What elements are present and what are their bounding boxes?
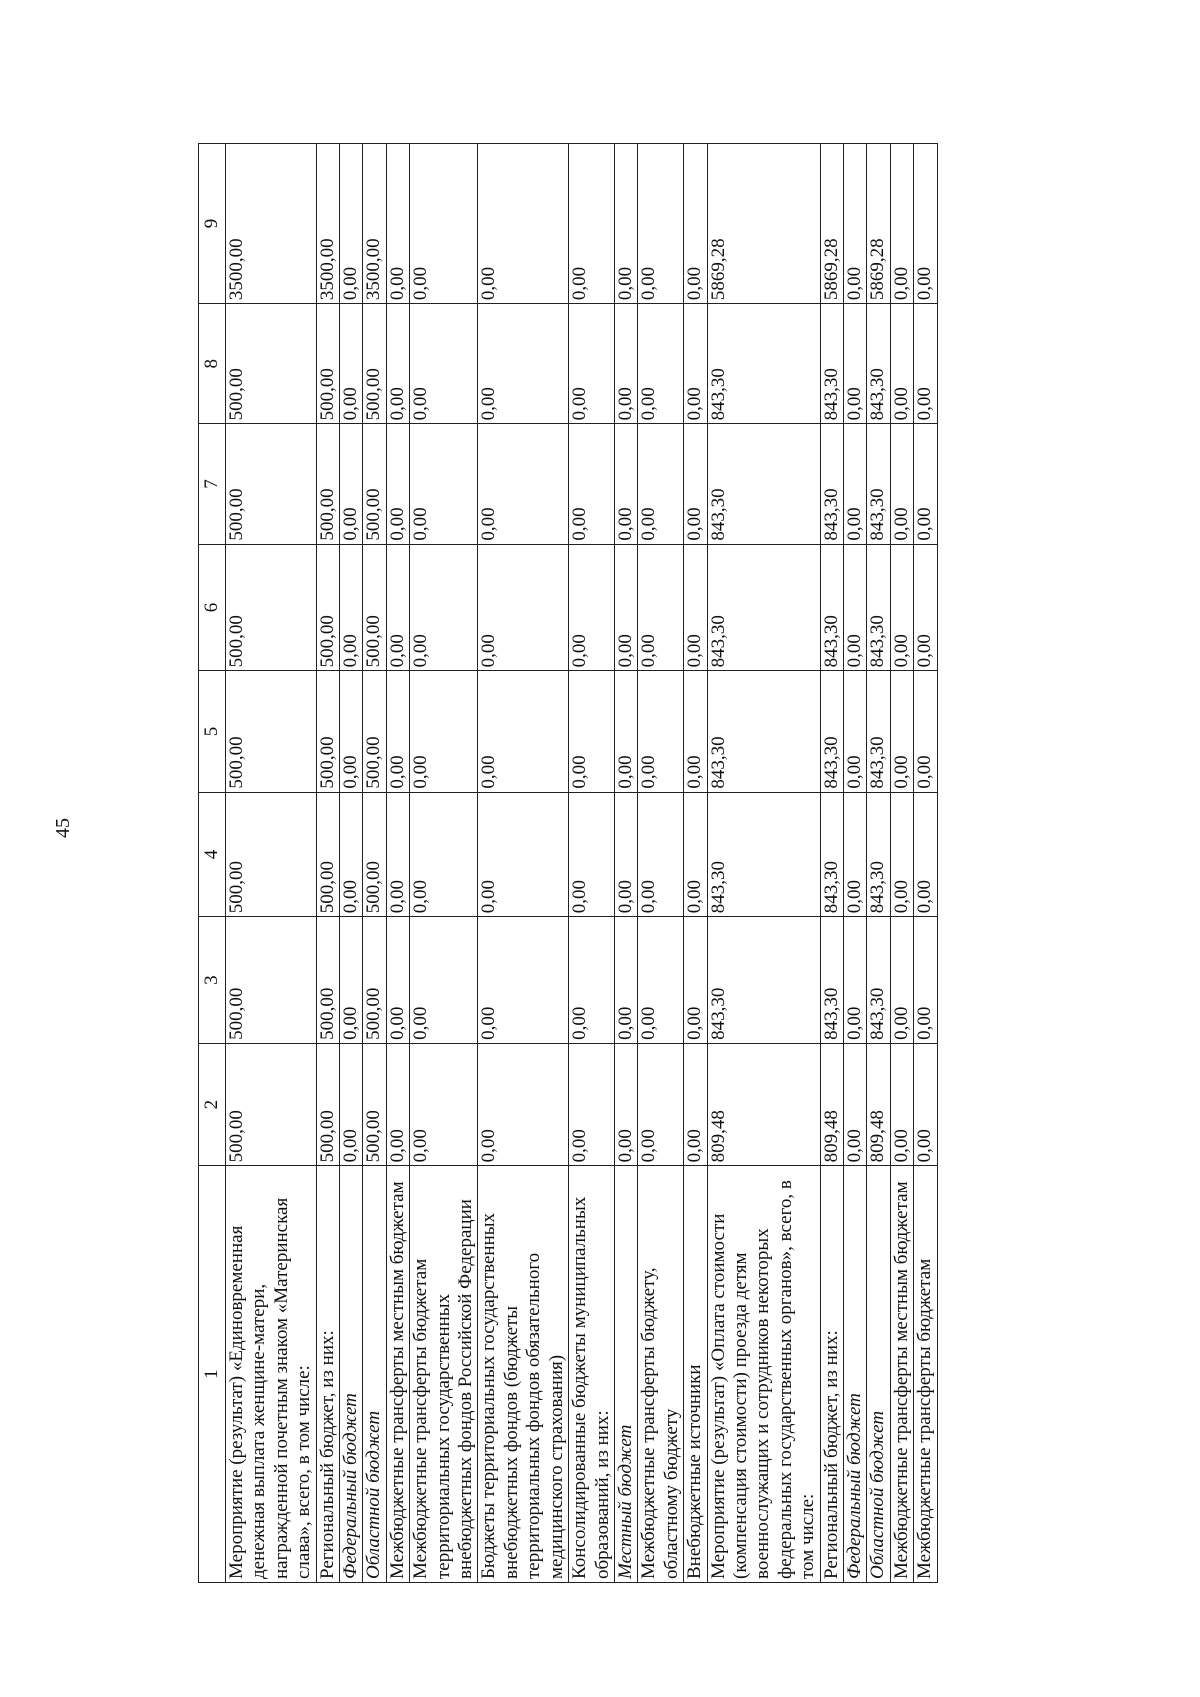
row-label: Межбюджетные трансферты местным бюджетам xyxy=(386,1166,409,1583)
rotated-table-container xyxy=(198,143,1085,1583)
value-cell: 0,00 xyxy=(340,671,363,792)
value-cell: 0,00 xyxy=(340,144,363,304)
column-header: 9 xyxy=(199,144,226,304)
value-cell: 843,30 xyxy=(707,544,820,671)
value-cell: 0,00 xyxy=(638,544,684,671)
value-cell: 0,00 xyxy=(478,304,569,424)
row-label: Межбюджетные трансферты местным бюджетам xyxy=(890,1166,913,1583)
column-header: 8 xyxy=(199,304,226,424)
value-cell: 0,00 xyxy=(410,671,478,792)
row-label: Консолидированные бюджеты муниципальных образований, из них: xyxy=(569,1166,615,1583)
value-cell: 500,00 xyxy=(363,671,386,792)
value-cell: 0,00 xyxy=(890,917,913,1044)
column-header: 6 xyxy=(199,544,226,671)
row-label: Межбюджетные трансферты бюджету, областному бюджету xyxy=(638,1166,684,1583)
value-cell: 0,00 xyxy=(843,671,866,792)
value-cell: 0,00 xyxy=(478,424,569,544)
value-cell: 500,00 xyxy=(226,304,317,424)
value-cell: 0,00 xyxy=(843,424,866,544)
value-cell: 500,00 xyxy=(316,792,339,917)
value-cell: 0,00 xyxy=(638,917,684,1044)
value-cell: 0,00 xyxy=(386,792,409,917)
value-cell: 0,00 xyxy=(890,144,913,304)
value-cell: 843,30 xyxy=(867,424,890,544)
table-row xyxy=(569,144,615,1583)
value-cell: 0,00 xyxy=(569,917,615,1044)
value-cell: 843,30 xyxy=(820,917,843,1044)
value-cell: 843,30 xyxy=(707,671,820,792)
value-cell: 0,00 xyxy=(684,144,707,304)
value-cell: 0,00 xyxy=(843,544,866,671)
value-cell: 0,00 xyxy=(914,917,937,1044)
value-cell: 3500,00 xyxy=(363,144,386,304)
column-header: 1 xyxy=(199,1166,226,1583)
table-row xyxy=(890,144,913,1583)
value-cell: 0,00 xyxy=(614,792,637,917)
value-cell: 0,00 xyxy=(478,671,569,792)
value-cell: 0,00 xyxy=(914,544,937,671)
value-cell: 0,00 xyxy=(569,544,615,671)
value-cell: 843,30 xyxy=(707,792,820,917)
value-cell: 3500,00 xyxy=(316,144,339,304)
value-cell: 0,00 xyxy=(638,792,684,917)
value-cell: 809,48 xyxy=(707,1043,820,1165)
table-row xyxy=(340,144,363,1583)
row-label: Межбюджетные трансферты бюджетам территориальных государственных внебюджетных фондов Российской Федерации xyxy=(410,1166,478,1583)
value-cell: 0,00 xyxy=(478,917,569,1044)
value-cell: 0,00 xyxy=(914,792,937,917)
table-row xyxy=(363,144,386,1583)
value-cell: 0,00 xyxy=(569,792,615,917)
value-cell: 843,30 xyxy=(707,304,820,424)
table-row xyxy=(614,144,637,1583)
table-body xyxy=(226,144,938,1583)
value-cell: 0,00 xyxy=(843,144,866,304)
value-cell: 500,00 xyxy=(316,671,339,792)
value-cell: 500,00 xyxy=(363,304,386,424)
value-cell: 0,00 xyxy=(890,544,913,671)
value-cell: 843,30 xyxy=(707,424,820,544)
value-cell: 0,00 xyxy=(684,917,707,1044)
value-cell: 843,30 xyxy=(867,671,890,792)
value-cell: 0,00 xyxy=(569,671,615,792)
value-cell: 0,00 xyxy=(638,1043,684,1165)
value-cell: 0,00 xyxy=(684,1043,707,1165)
value-cell: 500,00 xyxy=(226,424,317,544)
column-header: 3 xyxy=(199,917,226,1044)
value-cell: 500,00 xyxy=(316,917,339,1044)
value-cell: 0,00 xyxy=(914,424,937,544)
value-cell: 500,00 xyxy=(226,917,317,1044)
value-cell: 843,30 xyxy=(867,792,890,917)
column-header: 7 xyxy=(199,424,226,544)
value-cell: 0,00 xyxy=(340,1043,363,1165)
value-cell: 0,00 xyxy=(614,304,637,424)
row-label: Федеральный бюджет xyxy=(843,1166,866,1583)
value-cell: 500,00 xyxy=(316,1043,339,1165)
value-cell: 843,30 xyxy=(820,544,843,671)
table-row xyxy=(410,144,478,1583)
value-cell: 0,00 xyxy=(569,424,615,544)
value-cell: 0,00 xyxy=(684,792,707,917)
value-cell: 0,00 xyxy=(614,917,637,1044)
value-cell: 0,00 xyxy=(638,424,684,544)
value-cell: 0,00 xyxy=(386,671,409,792)
value-cell: 0,00 xyxy=(386,1043,409,1165)
row-label: Местный бюджет xyxy=(614,1166,637,1583)
value-cell: 500,00 xyxy=(316,304,339,424)
value-cell: 500,00 xyxy=(226,544,317,671)
value-cell: 0,00 xyxy=(410,144,478,304)
value-cell: 0,00 xyxy=(478,792,569,917)
value-cell: 500,00 xyxy=(363,792,386,917)
table-row xyxy=(914,144,937,1583)
row-label: Федеральный бюджет xyxy=(340,1166,363,1583)
value-cell: 0,00 xyxy=(890,304,913,424)
table-row xyxy=(843,144,866,1583)
value-cell: 0,00 xyxy=(638,304,684,424)
value-cell: 0,00 xyxy=(614,424,637,544)
row-label: Бюджеты территориальных государственных внебюджетных фондов (бюджеты территориальных фондов обязательного медицинского страхования) xyxy=(478,1166,569,1583)
value-cell: 0,00 xyxy=(638,671,684,792)
row-label: Межбюджетные трансферты бюджетам xyxy=(914,1166,937,1583)
value-cell: 0,00 xyxy=(410,792,478,917)
value-cell: 843,30 xyxy=(867,917,890,1044)
value-cell: 500,00 xyxy=(363,917,386,1044)
value-cell: 843,30 xyxy=(820,424,843,544)
value-cell: 843,30 xyxy=(707,917,820,1044)
value-cell: 809,48 xyxy=(820,1043,843,1165)
row-label: Региональный бюджет, из них: xyxy=(316,1166,339,1583)
value-cell: 0,00 xyxy=(914,144,937,304)
value-cell: 0,00 xyxy=(410,1043,478,1165)
value-cell: 0,00 xyxy=(914,671,937,792)
value-cell: 0,00 xyxy=(340,424,363,544)
row-label: Региональный бюджет, из них: xyxy=(820,1166,843,1583)
value-cell: 843,30 xyxy=(820,671,843,792)
row-label: Мероприятие (результат) «Единовременная денежная выплата женщине-матери, награжденной почетным знаком «Материнская слава», всего, в том числе: xyxy=(226,1166,317,1583)
value-cell: 0,00 xyxy=(478,1043,569,1165)
value-cell: 0,00 xyxy=(890,1043,913,1165)
column-header: 4 xyxy=(199,792,226,917)
value-cell: 500,00 xyxy=(226,792,317,917)
value-cell: 0,00 xyxy=(478,144,569,304)
value-cell: 5869,28 xyxy=(707,144,820,304)
value-cell: 0,00 xyxy=(386,144,409,304)
row-label: Областной бюджет xyxy=(867,1166,890,1583)
value-cell: 500,00 xyxy=(226,671,317,792)
value-cell: 0,00 xyxy=(478,544,569,671)
table-row xyxy=(226,144,317,1583)
table-row xyxy=(867,144,890,1583)
value-cell: 500,00 xyxy=(363,1043,386,1165)
value-cell: 0,00 xyxy=(569,1043,615,1165)
value-cell: 0,00 xyxy=(386,544,409,671)
value-cell: 0,00 xyxy=(684,671,707,792)
value-cell: 843,30 xyxy=(820,304,843,424)
value-cell: 0,00 xyxy=(914,1043,937,1165)
table-row xyxy=(707,144,820,1583)
value-cell: 500,00 xyxy=(316,424,339,544)
table-row xyxy=(820,144,843,1583)
value-cell: 0,00 xyxy=(386,304,409,424)
value-cell: 0,00 xyxy=(614,544,637,671)
budget-table xyxy=(198,143,938,1583)
value-cell: 809,48 xyxy=(867,1043,890,1165)
page-number: 45 xyxy=(52,818,74,838)
value-cell: 500,00 xyxy=(226,1043,317,1165)
value-cell: 5869,28 xyxy=(867,144,890,304)
value-cell: 843,30 xyxy=(867,304,890,424)
table-row xyxy=(316,144,339,1583)
value-cell: 0,00 xyxy=(638,144,684,304)
table-row xyxy=(638,144,684,1583)
value-cell: 0,00 xyxy=(410,917,478,1044)
value-cell: 0,00 xyxy=(684,424,707,544)
row-label: Областной бюджет xyxy=(363,1166,386,1583)
table-row xyxy=(684,144,707,1583)
value-cell: 0,00 xyxy=(684,544,707,671)
value-cell: 0,00 xyxy=(569,304,615,424)
value-cell: 0,00 xyxy=(843,304,866,424)
table-row xyxy=(478,144,569,1583)
value-cell: 0,00 xyxy=(340,304,363,424)
value-cell: 5869,28 xyxy=(820,144,843,304)
header-row xyxy=(199,144,226,1583)
value-cell: 0,00 xyxy=(340,917,363,1044)
column-header: 5 xyxy=(199,671,226,792)
value-cell: 843,30 xyxy=(867,544,890,671)
value-cell: 0,00 xyxy=(843,792,866,917)
value-cell: 0,00 xyxy=(684,304,707,424)
value-cell: 0,00 xyxy=(386,917,409,1044)
table-row xyxy=(386,144,409,1583)
value-cell: 0,00 xyxy=(340,792,363,917)
value-cell: 0,00 xyxy=(410,304,478,424)
value-cell: 0,00 xyxy=(890,792,913,917)
value-cell: 500,00 xyxy=(363,424,386,544)
value-cell: 500,00 xyxy=(363,544,386,671)
column-header: 2 xyxy=(199,1043,226,1165)
value-cell: 0,00 xyxy=(614,671,637,792)
value-cell: 0,00 xyxy=(569,144,615,304)
row-label: Внебюджетные источники xyxy=(684,1166,707,1583)
value-cell: 0,00 xyxy=(843,1043,866,1165)
value-cell: 0,00 xyxy=(410,424,478,544)
value-cell: 500,00 xyxy=(316,544,339,671)
value-cell: 0,00 xyxy=(890,424,913,544)
value-cell: 0,00 xyxy=(890,671,913,792)
value-cell: 3500,00 xyxy=(226,144,317,304)
value-cell: 0,00 xyxy=(614,1043,637,1165)
value-cell: 0,00 xyxy=(386,424,409,544)
row-label: Мероприятие (результат) «Оплата стоимости (компенсация стоимости) проезда детям военнослужащих и сотрудников некоторых федеральных государственных органов», всего, в том числе: xyxy=(707,1166,820,1583)
value-cell: 843,30 xyxy=(820,792,843,917)
value-cell: 0,00 xyxy=(843,917,866,1044)
value-cell: 0,00 xyxy=(914,304,937,424)
value-cell: 0,00 xyxy=(340,544,363,671)
value-cell: 0,00 xyxy=(410,544,478,671)
value-cell: 0,00 xyxy=(614,144,637,304)
